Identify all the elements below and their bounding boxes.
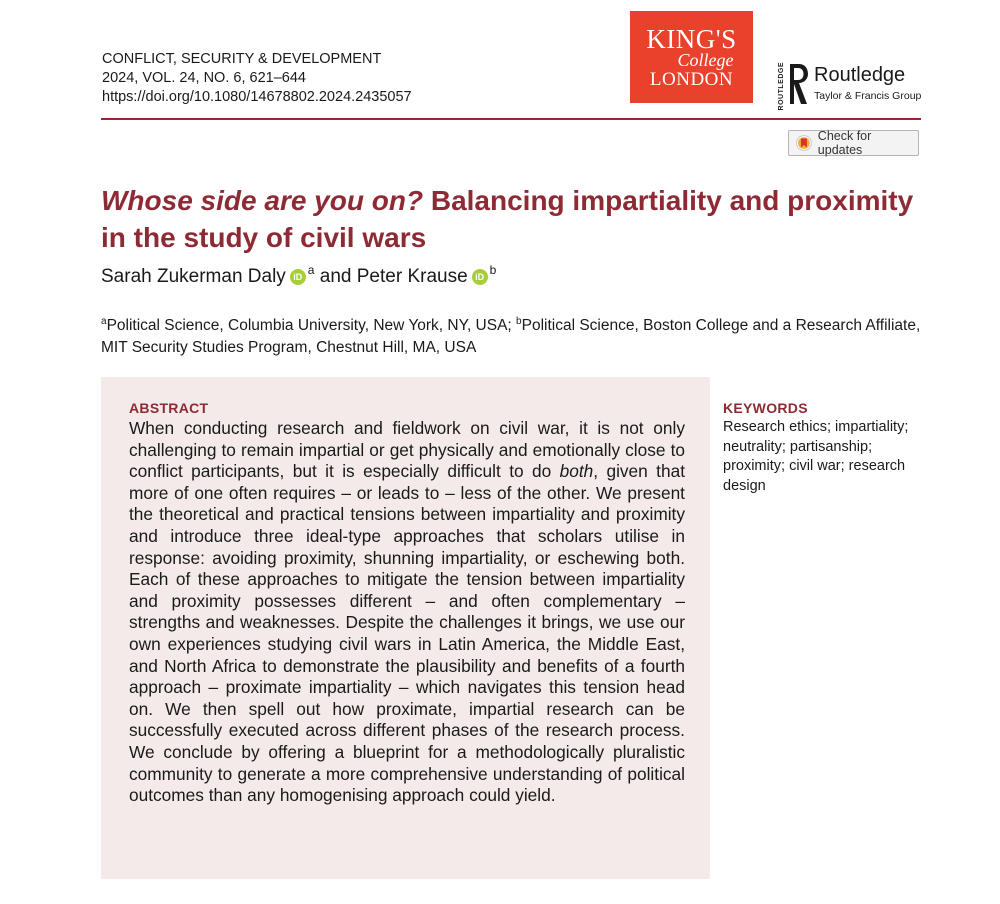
kcl-logo-line2: College (677, 49, 734, 70)
check-for-updates-label: Check for updates (817, 129, 872, 157)
keywords-heading: KEYWORDS (723, 400, 808, 416)
routledge-r-icon (788, 62, 810, 106)
article-title-italic: Whose side are you on? (101, 185, 424, 216)
routledge-name: Routledge (814, 64, 906, 86)
abstract-box (101, 377, 710, 879)
affiliation-marker: a (307, 263, 315, 277)
affiliation-marker: b (489, 263, 497, 277)
author-list (101, 263, 497, 288)
journal-name: CONFLICT, SECURITY & DEVELOPMENT (102, 51, 382, 67)
journal-volume: 2024, VOL. 24, NO. 6, 621–644 (102, 70, 306, 86)
check-for-updates-button[interactable] (788, 130, 919, 156)
journal-info (102, 50, 412, 107)
abstract-text-part1: When conducting research and fieldwork on civil war, it is not only challenging to remain impartial or get physically and emotionally close to conflict participants, but it is especially difficult to do (129, 418, 685, 482)
orcid-icon[interactable]: iD (290, 269, 306, 285)
author-name[interactable]: Sarah Zukerman Daly (101, 266, 286, 287)
affiliation-marker-a: a (101, 316, 107, 327)
article-title (101, 182, 931, 256)
orcid-icon[interactable]: iD (472, 269, 488, 285)
routledge-vertical-text: ROUTLEDGE (778, 62, 785, 111)
journal-doi-link[interactable]: https://doi.org/10.1080/14678802.2024.2435057 (102, 89, 412, 105)
kcl-logo-line3: LONDON (649, 68, 734, 90)
affiliations (101, 311, 931, 359)
author-name[interactable]: Peter Krause (356, 266, 468, 287)
routledge-group: Taylor & Francis Group (814, 90, 922, 102)
abstract-text-part2: , given that more of one often requires – or leads to – less of the other. We present the theoretical and practical tensions between impartiality and proximity and introduce three ideal-type approaches that scholars utilise in response: avoiding proximity, shunning impartiality, or eschewing both. Each of these approaches to mitigate the tension between impartiality and proximity possesses different – and often complementary – strengths and weaknesses. Despite the challenges it brings, we use our own experiences studying civil wars in Latin America, the Middle East, and North Africa to demonstrate the plausibility and benefits of a fourth approach – proximate impartiality – which navigates this tension head on. We then spell out how proximate, impartial research can be successfully executed across different phases of the research process. We conclude by offering a blueprint for a methodologically pluralistic community to generate a more comprehensive understanding of political outcomes than any homogenising approach could yield. (129, 461, 685, 806)
abstract-italic-word: both (559, 461, 594, 482)
affiliation-b: Political Science, Boston College and a Research Affiliate, MIT Security Studies Program, Chestnut Hill, MA, USA (101, 317, 921, 357)
header-divider (101, 118, 921, 120)
crossmark-icon (796, 135, 812, 151)
keywords-section (723, 400, 933, 496)
abstract-text (129, 418, 685, 807)
article-title-rest: Balancing impartiality and proximity in the study of civil wars (101, 185, 914, 253)
affiliation-marker-b: b (516, 316, 522, 327)
kings-college-london-logo (630, 11, 753, 103)
abstract-heading: ABSTRACT (129, 400, 209, 416)
affiliation-a: Political Science, Columbia University, New York, NY, USA; (106, 317, 517, 335)
kcl-logo-line1: KING'S (646, 23, 737, 54)
author-connector: and (314, 266, 357, 287)
keywords-list: Research ethics; impartiality; neutrality; partisanship; proximity; civil war; research design (723, 419, 909, 494)
